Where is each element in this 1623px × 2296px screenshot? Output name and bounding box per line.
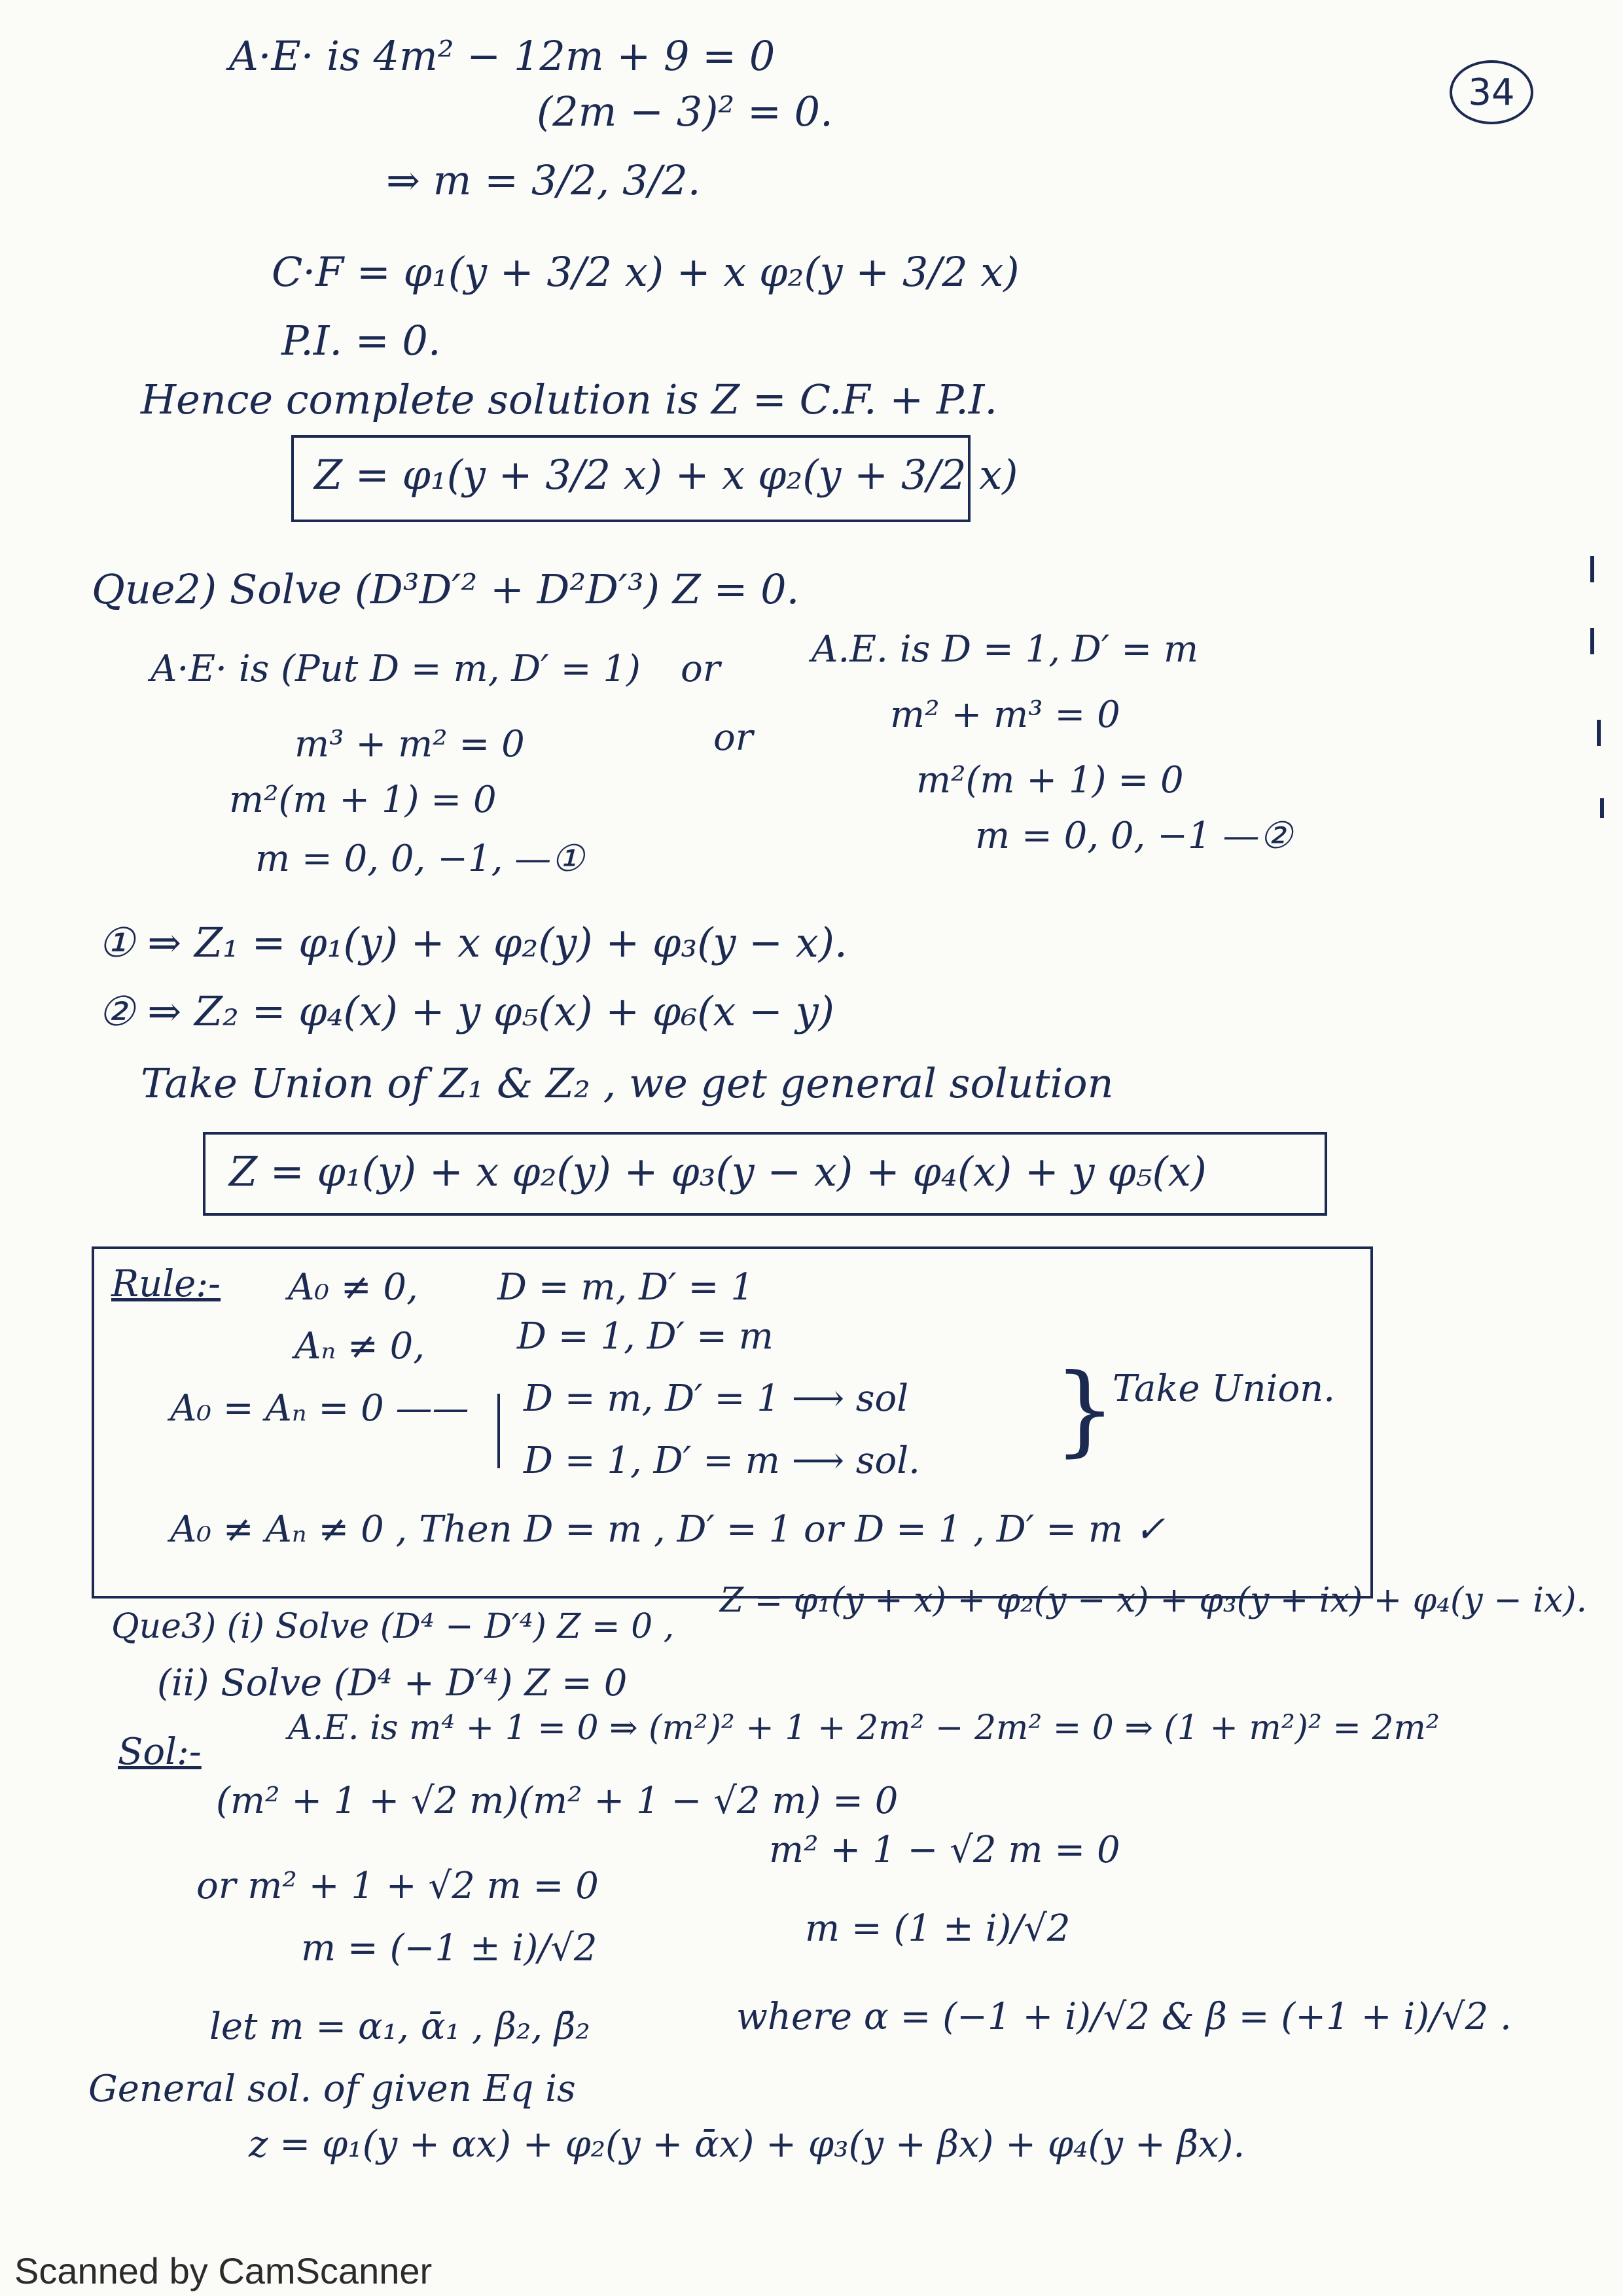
text-line: ① ⇒ Z₁ = φ₁(y) + x φ₂(y) + φ₃(y − x). (98, 919, 847, 966)
text-line: m = 0, 0, −1, —① (255, 838, 584, 880)
text-line: ⇒ m = 3/2, 3/2. (386, 156, 701, 204)
text-line: m² + m³ = 0 (890, 694, 1120, 736)
text-line: m²(m + 1) = 0 (229, 779, 497, 821)
text-line: (2m − 3)² = 0. (537, 88, 833, 135)
text-line: Hence complete solution is Z = C.F. + P.I. (141, 376, 998, 423)
text-line: m² + 1 − √2 m = 0 (769, 1829, 1120, 1871)
text-line: A·E· is 4m² − 12m + 9 = 0 (229, 32, 776, 80)
text-line: let m = α₁, ᾱ₁ , β₂, β̄₂ (209, 2005, 590, 2048)
text-line: Aₙ ≠ 0, (294, 1325, 425, 1368)
text-line: Take Union. (1113, 1368, 1336, 1410)
text-line: Z = φ₁(y) + x φ₂(y) + φ₃(y − x) + φ₄(x) + y φ₅(x) (229, 1148, 1207, 1195)
text-line: m = (−1 ± i)/√2 (301, 1927, 597, 1969)
text-line: z = φ₁(y + αx) + φ₂(y + ᾱx) + φ₃(y + βx) + φ₄(y + β̄x). (249, 2123, 1245, 2166)
text-line: or (681, 648, 721, 690)
text-line: (m² + 1 + √2 m)(m² + 1 − √2 m) = 0 (216, 1780, 899, 1822)
text-line: D = m, D′ = 1 (497, 1266, 754, 1309)
text-line: (ii) Solve (D⁴ + D′⁴) Z = 0 (157, 1662, 628, 1704)
edge-mark (1600, 798, 1604, 818)
question-heading: Que3) (i) Solve (D⁴ − D′⁴) Z = 0 , (111, 1607, 675, 1646)
text-line: m³ + m² = 0 (294, 723, 525, 766)
sol-label: Sol:- (118, 1731, 202, 1773)
text-line: D = 1, D′ = m ⟶ sol. (524, 1439, 920, 1482)
text-line: P.I. = 0. (281, 317, 441, 364)
text-line: A.E. is m⁴ + 1 = 0 ⇒ (m²)² + 1 + 2m² − 2m² = 0 ⇒ (1 + m²)² = 2m² (288, 1708, 1440, 1748)
text-line: D = 1, D′ = m (517, 1315, 774, 1358)
page-number: 34 (1450, 60, 1533, 124)
text-line: ② ⇒ Z₂ = φ₄(x) + y φ₅(x) + φ₆(x − y) (98, 987, 834, 1035)
text-line: m²(m + 1) = 0 (916, 759, 1184, 802)
curly-brace: } (1054, 1353, 1116, 1467)
text-line: m = 0, 0, −1 —② (975, 815, 1293, 857)
text-line: A₀ ≠ 0, (288, 1266, 418, 1309)
footer-watermark: Scanned by CamScanner (14, 2250, 433, 2291)
text-line: A.E. is D = 1, D′ = m (812, 628, 1199, 671)
edge-mark (1597, 720, 1601, 746)
text-line: Z = φ₁(y + 3/2 x) + x φ₂(y + 3/2 x) (314, 451, 1018, 499)
text-line: A₀ ≠ Aₙ ≠ 0 , Then D = m , D′ = 1 or D = 1 , D′ = m ✓ (170, 1508, 1166, 1551)
text-line: or m² + 1 + √2 m = 0 (196, 1865, 599, 1907)
text-line: where α = (−1 + i)/√2 & β = (+1 + i)/√2 . (736, 1996, 1512, 2038)
text-line: Z = φ₁(y + x) + φ₂(y − x) + φ₃(y + ix) + φ₄(y − ix). (720, 1581, 1588, 1620)
text-line: A₀ = Aₙ = 0 —— (170, 1387, 469, 1430)
edge-mark (1590, 556, 1594, 582)
text-line: or (713, 716, 753, 759)
question-heading: Que2) Solve (D³D′² + D²D′³) Z = 0. (92, 565, 800, 613)
text-line: General sol. of given Eq is (88, 2068, 576, 2110)
text-line: D = m, D′ = 1 ⟶ sol (524, 1377, 909, 1420)
rule-label: Rule:- (111, 1263, 221, 1305)
text-line: A·E· is (Put D = m, D′ = 1) (151, 648, 641, 690)
text-line: m = (1 ± i)/√2 (805, 1907, 1071, 1950)
branch-arrow (497, 1394, 500, 1468)
text-line: C·F = φ₁(y + 3/2 x) + x φ₂(y + 3/2 x) (272, 248, 1020, 296)
edge-mark (1590, 628, 1594, 654)
text-line: Take Union of Z₁ & Z₂ , we get general solution (141, 1059, 1114, 1107)
